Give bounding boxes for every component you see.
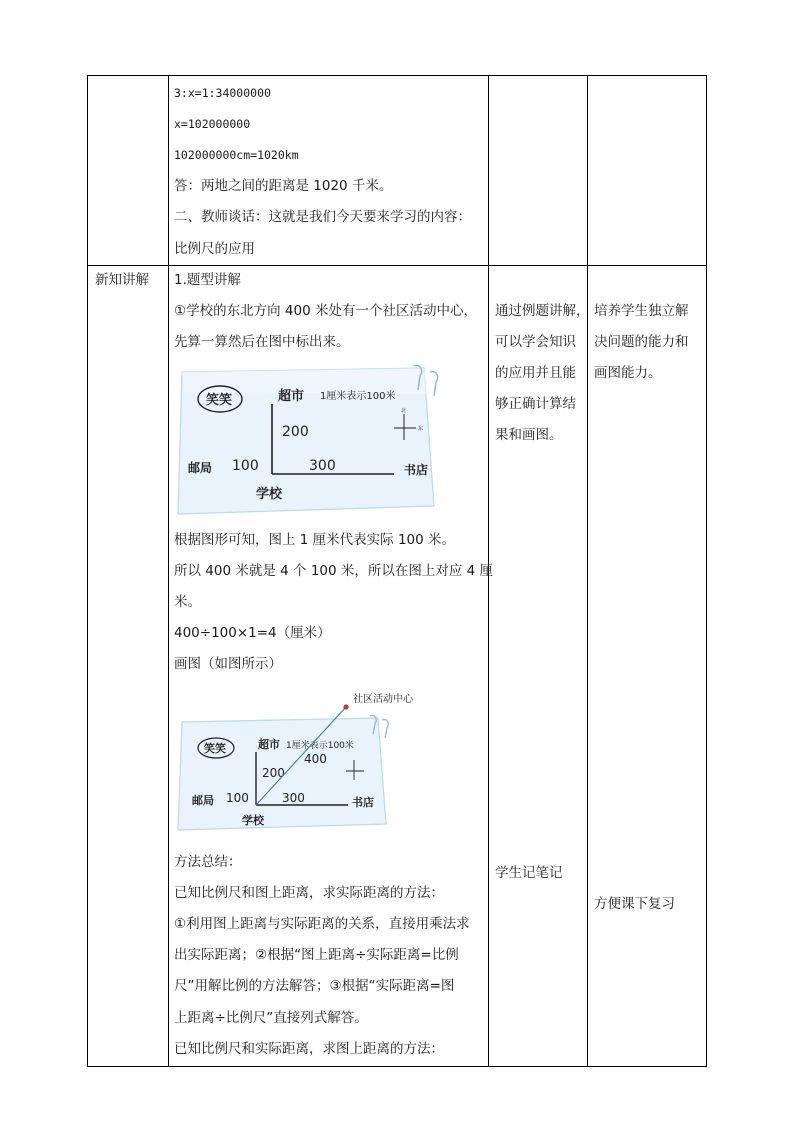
scale-label: 1厘米表示100米 xyxy=(286,741,354,751)
school-label: 学校 xyxy=(256,487,283,502)
north-label: 北 xyxy=(401,408,407,414)
explanation-line: 根据图形可知，图上 1 厘米代表实际 100 米。 xyxy=(174,532,456,548)
label-400: 400 xyxy=(304,752,327,766)
summary-line: 出实际距离；②根据“图上距离÷实际距离=比例 xyxy=(174,947,459,963)
design-intent-line: 画图能力。 xyxy=(594,365,662,381)
summary-heading: 方法总结： xyxy=(174,854,242,870)
question-line: 先算一算然后在图中标出来。 xyxy=(174,334,350,350)
tag-label: 笑笑 xyxy=(204,742,226,755)
equation-line: x=102000000 xyxy=(174,117,251,131)
label-200: 200 xyxy=(262,766,285,780)
summary-line: 尺”用解比例的方法解答；③根据“实际距离=图 xyxy=(174,978,455,994)
tag-label: 笑笑 xyxy=(206,393,233,408)
student-activity-line: 果和画图。 xyxy=(495,427,563,443)
label-200: 200 xyxy=(282,424,309,440)
equation-line: 3:x=1:34000000 xyxy=(174,86,271,100)
post-office-label: 邮局 xyxy=(192,794,214,807)
community-center-label: 社区活动中心 xyxy=(353,694,413,705)
question-line: ①学校的东北方向 400 米处有一个社区活动中心， xyxy=(174,303,477,319)
summary-line: ①利用图上距离与实际距离的关系，直接用乘法求 xyxy=(174,916,470,932)
calculation-line: 400÷100×1=4（厘米） xyxy=(174,625,331,641)
bookstore-label: 书店 xyxy=(352,796,374,809)
supermarket-label: 超市 xyxy=(258,738,280,751)
design-intent-line: 培养学生独立解 xyxy=(594,303,689,319)
student-activity-line: 够正确计算结 xyxy=(495,396,576,412)
label-100: 100 xyxy=(232,458,259,474)
student-activity-line: 通过例题讲解， xyxy=(495,303,590,319)
section-label: 新知讲解 xyxy=(95,272,149,288)
supermarket-label: 超市 xyxy=(278,389,305,404)
summary-line: 上距离÷比例尺”直接列式解答。 xyxy=(174,1010,368,1026)
design-intent-line: 决问题的能力和 xyxy=(594,334,689,350)
teacher-talk-line: 二、教师谈话：这就是我们今天要来学习的内容： xyxy=(174,209,471,225)
label-300: 300 xyxy=(282,791,305,805)
drawing-line: 画图（如图所示） xyxy=(174,656,282,672)
map-figure-original xyxy=(172,364,452,516)
design-intent-note: 方便课下复习 xyxy=(594,896,675,912)
student-note: 学生记笔记 xyxy=(495,865,563,881)
topic-line: 比例尺的应用 xyxy=(174,241,255,257)
summary-line: 已知比例尺和图上距离，求实际距离的方法： xyxy=(174,885,444,901)
explanation-line: 米。 xyxy=(174,594,201,610)
equation-line: 102000000cm=1020km xyxy=(174,148,299,162)
column-divider xyxy=(587,76,588,1066)
east-label: 东 xyxy=(418,426,424,432)
explanation-line: 所以 400 米就是 4 个 100 米，所以在图上对应 4 厘 xyxy=(174,563,494,579)
map-figure-answer xyxy=(172,688,432,833)
content-title: 1.题型讲解 xyxy=(174,272,241,288)
post-office-label: 邮局 xyxy=(188,461,213,475)
bookstore-label: 书店 xyxy=(404,463,429,477)
school-label: 学校 xyxy=(242,814,264,827)
scale-label: 1厘米表示100米 xyxy=(320,391,396,402)
column-divider xyxy=(168,76,169,1066)
student-activity-line: 的应用并且能 xyxy=(495,365,576,381)
summary-line: 已知比例尺和实际距离，求图上距离的方法： xyxy=(174,1041,444,1057)
row-divider xyxy=(88,265,706,266)
answer-line: 答：两地之间的距离是 1020 千米。 xyxy=(174,178,393,194)
label-300: 300 xyxy=(309,458,336,474)
student-activity-line: 可以学会知识 xyxy=(495,334,576,350)
label-100: 100 xyxy=(226,791,249,805)
